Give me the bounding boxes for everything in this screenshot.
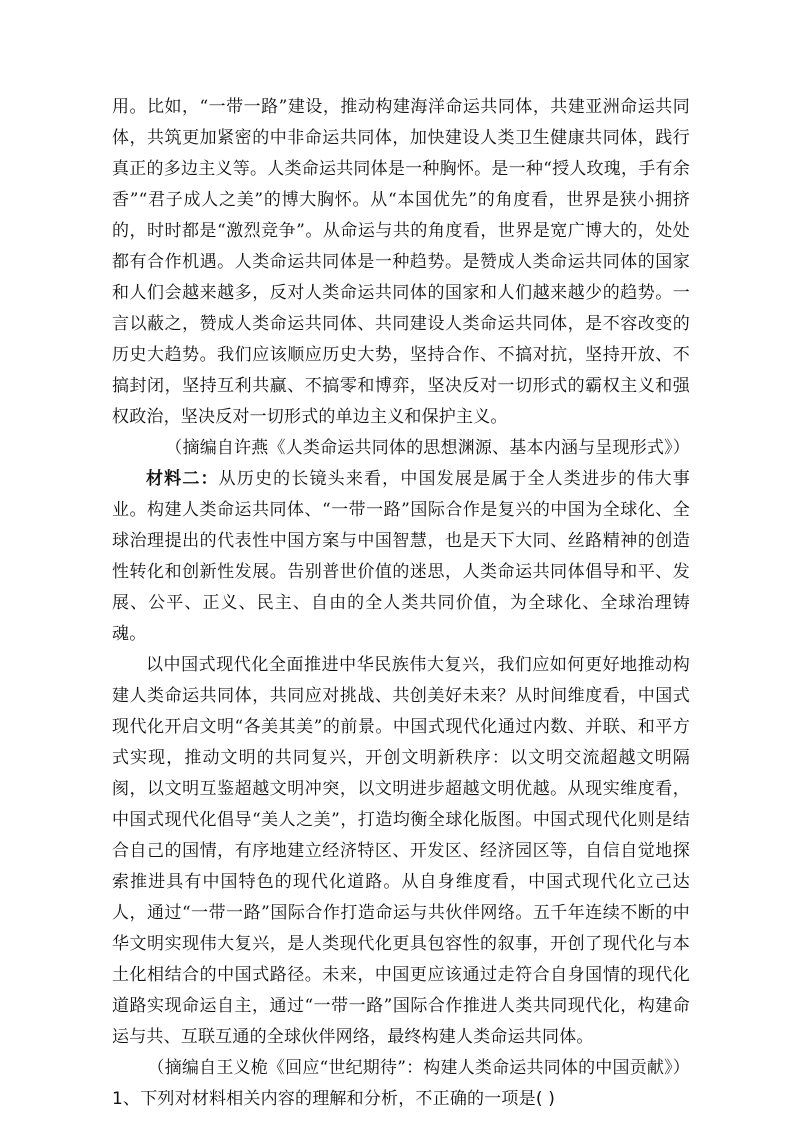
material-two-source: （摘编自王义桅《回应“世纪期待”：构建人类命运共同体的中国贡献》） (147, 1058, 690, 1078)
material-two-paragraph-two: 以中国式现代化全面推进中华民族伟大复兴，我们应如何更好地推动构建人类命运共同体，共同应对挑战、共创美好未来？从时间维度看，中国式现代化开启文明“各美其美”的前景。中国式现代化通过内数、并联、和平方式实现，推动文明的共同复兴，开创文明新秩序：以文明交流超越文明隔阂，以文明互鉴超越文明冲突，以文明进步超越文明优越。从现实维度看，中国式现代化倡导“美人之美”，打造均衡全球化版图。中国式现代化则是结合自己的国情，有序地建立经济特区、开发区、经济园区等，自信自觉地探索推进具有中国特色的现代化道路。从自身维度看，中国式现代化立己达人，通过“一带一路”国际合作打造命运与共伙伴网络。五千年连续不断的中华文明实现伟大复兴，是人类现代化更具包容性的叙事，开创了现代化与本土化相结合的中国式路径。未来，中国更应该通过走符合自身国情的现代化道路实现命运自主，通过“一带一路”国际合作推进人类共同现代化，构建命运与共、互联互通的全球伙伴网络，最终构建人类命运共同体。 (112, 655, 690, 1047)
material-one-source: （摘编自许燕《人类命运共同体的思想渊源、基本内涵与呈现形式》） (165, 438, 690, 458)
document-body (112, 92, 690, 1115)
material-two-text-one: 从历史的长镜头来看，中国发展是属于全人类进步的伟大事业。构建人类命运共同体、“一带一路”国际合作是复兴的中国为全球化、全球治理提出的代表性中国方案与中国智慧，也是天下大同、丝路精神的创造性转化和创新性发展。告别普世价值的迷思，人类命运共同体倡导和平、发展、公平、正义、民主、自由的全人类共同价值，为全球化、全球治理铸魂。 (112, 469, 690, 644)
material-two-paragraph-one (112, 464, 690, 650)
material-two-label: 材料二： (146, 469, 219, 489)
question-one: 1、下列对材料相关内容的理解和分析，不正确的一项是( ) (112, 1089, 556, 1109)
material-one-paragraph: 用。比如，“一带一路”建设，推动构建海洋命运共同体，共建亚洲命运共同体，共筑更加紧密的中非命运共同体，加快建设人类卫生健康共同体，践行真正的多边主义等。人类命运共同体是一种胸怀。是一种“授人玫瑰，手有余香”“君子成人之美”的博大胸怀。从“本国优先”的角度看，世界是狭小拥挤的，时时都是“激烈竞争”。从命运与共的角度看，世界是宽广博大的，处处都有合作机遇。人类命运共同体是一种趋势。是赞成人类命运共同体的国家和人们会越来越多，反对人类命运共同体的国家和人们越来越少的趋势。一言以蔽之，赞成人类命运共同体、共同建设人类命运共同体，是不容改变的历史大趋势。我们应该顺应历史大势，坚持合作、不搞对抗，坚持开放、不搞封闭，坚持互利共赢、不搞零和博弈，坚决反对一切形式的霸权主义和强权政治，坚决反对一切形式的单边主义和保护主义。 (112, 97, 690, 427)
